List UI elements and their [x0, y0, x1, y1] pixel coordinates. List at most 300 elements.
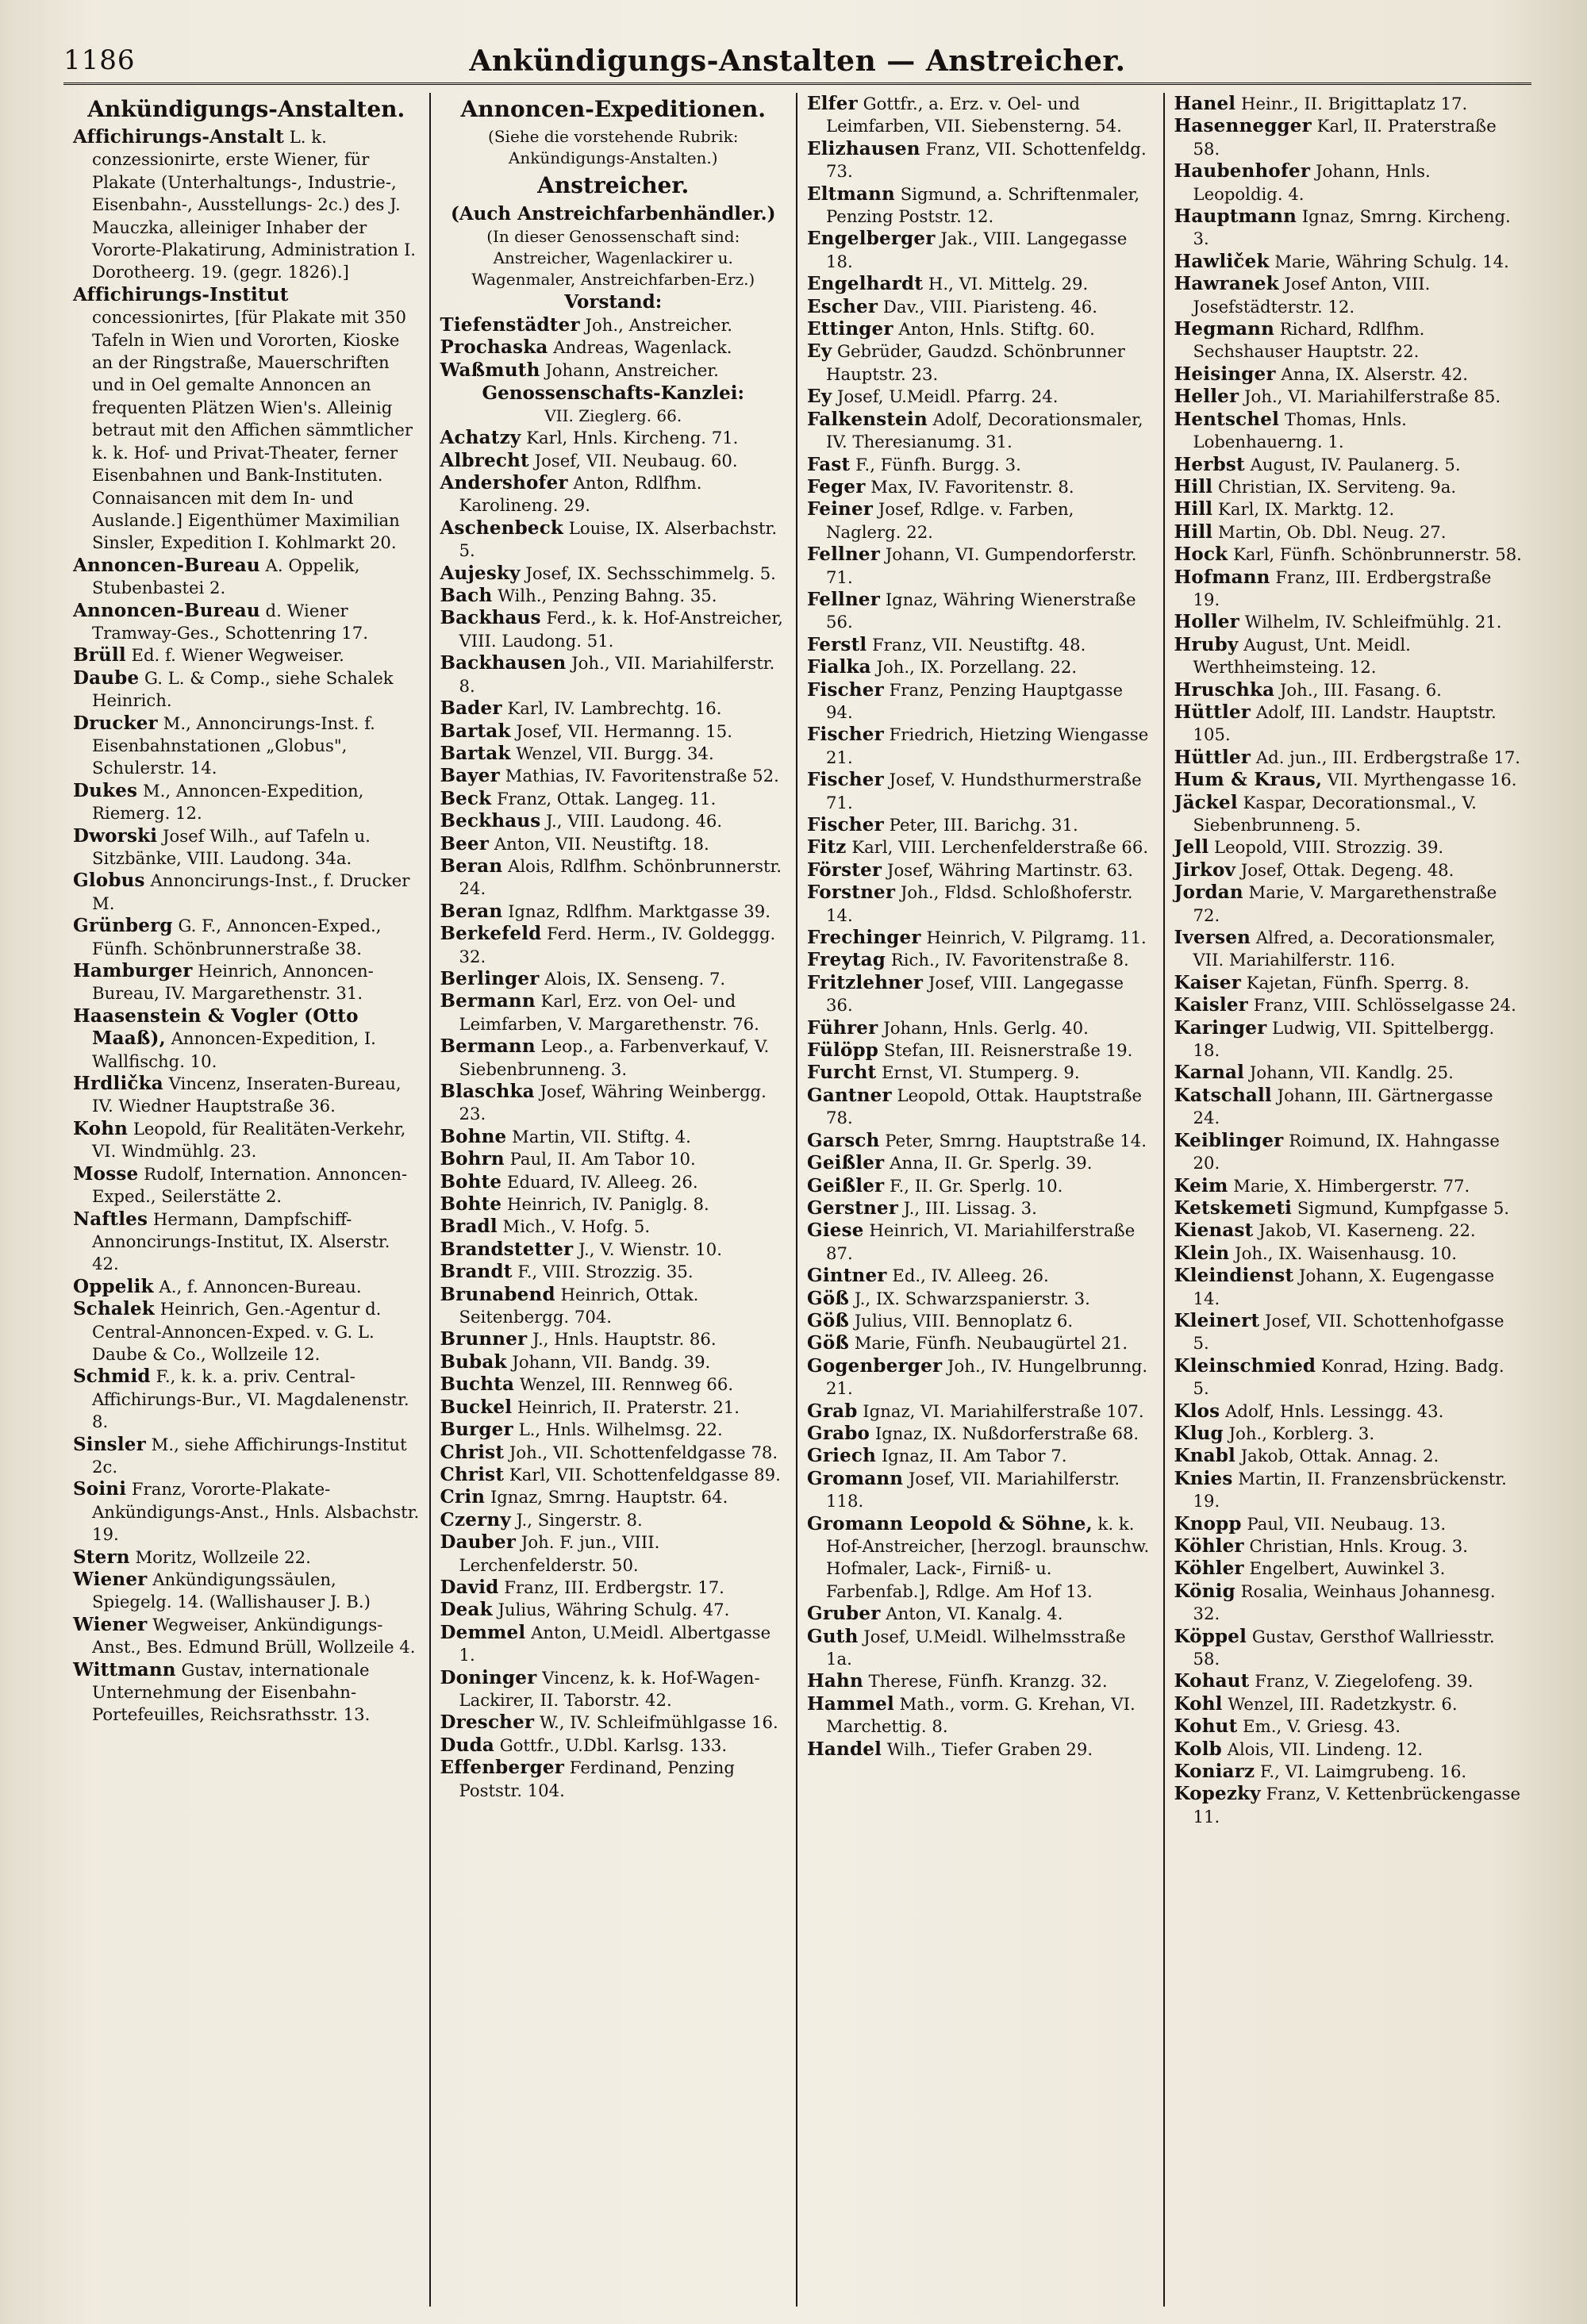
- entry-detail: Kaspar, Decorationsmal., V. Siebenbrunneng. 5.: [1193, 792, 1477, 835]
- entry-detail: Kajetan, Fünfh. Sperrg. 8.: [1246, 972, 1470, 993]
- directory-entry: [440, 1373, 787, 1396]
- directory-entry: [73, 1276, 420, 1298]
- directory-entry: [807, 1670, 1154, 1692]
- entry-detail: Wenzel, III. Rennweg 66.: [519, 1374, 734, 1395]
- entry-name: Hamburger: [73, 960, 193, 982]
- entry-detail: Franz, VIII. Schlösselgasse 24.: [1253, 995, 1516, 1016]
- entry-detail: L., Hnls. Wilhelmsg. 22.: [518, 1419, 723, 1440]
- entry-name: Furcht: [807, 1062, 877, 1084]
- entry-detail: H., VI. Mittelg. 29.: [928, 274, 1089, 294]
- entry-name: Naftles: [73, 1208, 148, 1230]
- entry-detail: Sigmund, Kumpfgasse 5.: [1297, 1197, 1510, 1218]
- directory-entry: [440, 1328, 787, 1350]
- entry-detail: Marie, V. Margarethenstraße 72.: [1193, 882, 1497, 925]
- entry-detail: Rich., IV. Favoritenstraße 8.: [890, 950, 1129, 970]
- directory-entry: [1174, 160, 1523, 206]
- directory-entry: [1174, 454, 1523, 476]
- entry-detail: Franz, VII. Neustiftg. 48.: [872, 634, 1086, 655]
- entry-name: Brunabend: [440, 1283, 555, 1305]
- directory-entry: [440, 720, 787, 743]
- entry-detail: Ignaz, VI. Mariahilferstraße 107.: [863, 1400, 1144, 1421]
- entry-detail: Ignaz, Rdlfhm. Marktgasse 39.: [508, 901, 770, 921]
- entry-name: Schmid: [73, 1366, 151, 1388]
- directory-entry: [1174, 1085, 1523, 1130]
- directory-entry: [440, 1486, 787, 1508]
- entry-name: Engelhardt: [807, 273, 924, 295]
- directory-entry: [440, 314, 787, 336]
- entry-name: Bartak: [440, 720, 511, 742]
- entry-name: Geißler: [807, 1152, 885, 1174]
- directory-entry: [1174, 1197, 1523, 1220]
- directory-entry: [807, 679, 1154, 724]
- directory-entry: [440, 585, 787, 607]
- entry-detail: Joh., VII. Schottenfeldgasse 78.: [509, 1442, 778, 1462]
- directory-entry: [807, 318, 1154, 340]
- directory-entry: [73, 1298, 420, 1366]
- entry-detail: J., III. Lissag. 3.: [903, 1197, 1037, 1218]
- entry-detail: Karl, IV. Lambrechtg. 16.: [507, 698, 722, 719]
- entry-detail: Stefan, III. Reisnerstraße 19.: [883, 1040, 1133, 1061]
- entry-name: Iversen: [1174, 927, 1251, 949]
- directory-entry: [1174, 1558, 1523, 1580]
- directory-entry: [1174, 251, 1523, 273]
- entry-detail: Heinr., II. Brigittaplatz 17.: [1240, 94, 1468, 113]
- directory-entry: [440, 1419, 787, 1441]
- entry-name: Katschall: [1174, 1084, 1272, 1106]
- entry-name: Grabo: [807, 1422, 870, 1444]
- entry-name: Hum & Kraus,: [1174, 769, 1323, 791]
- entry-name: Giese: [807, 1220, 864, 1242]
- entry-detail: Joh., VI. Mariahilferstraße 85.: [1244, 386, 1501, 407]
- entry-name: Globus: [73, 870, 145, 892]
- entry-name: Gruber: [807, 1603, 881, 1625]
- entry-name: Hawranek: [1174, 273, 1279, 295]
- entry-name: Hüttler: [1174, 701, 1251, 723]
- directory-entry: [807, 1332, 1154, 1354]
- entry-detail: Peter, Smrng. Hauptstraße 14.: [885, 1130, 1147, 1150]
- entry-name: Jirkov: [1174, 859, 1236, 881]
- entry-name: Wiener: [73, 1613, 148, 1635]
- entry-detail: Heinrich, Gen.-Agentur d. Central-Annoncen-Exped. v. G. L. Daube & Co., Wollzeile 12.: [92, 1299, 382, 1364]
- directory-entry: [440, 1216, 787, 1238]
- entry-detail: Ignaz, Smrng. Kircheng. 3.: [1193, 206, 1511, 249]
- directory-entry: [807, 949, 1154, 971]
- entry-name: Tiefenstädter: [440, 314, 580, 336]
- entry-name: Beck: [440, 787, 492, 809]
- entry-detail: Roimund, IX. Hahngasse 20.: [1193, 1130, 1500, 1174]
- entry-name: Elizhausen: [807, 137, 920, 159]
- entry-detail: Ignaz, Smrng. Hauptstr. 64.: [490, 1487, 728, 1508]
- entry-detail: Josef Anton, VIII. Josefstädterstr. 12.: [1193, 274, 1431, 317]
- directory-entry: [73, 1208, 420, 1276]
- entry-detail: M., Annoncirungs-Inst. f. Eisenbahnstationen „Globus", Schulerstr. 14.: [92, 713, 375, 778]
- directory-entry: [1174, 1738, 1523, 1761]
- entry-detail: Ignaz, IX. Nußdorferstraße 68.: [874, 1423, 1139, 1443]
- entry-name: Kopezky: [1174, 1783, 1261, 1805]
- directory-entry: [440, 1531, 787, 1577]
- entry-name: Andershofer: [440, 472, 568, 494]
- directory-entry: [807, 340, 1154, 386]
- entry-name: Köppel: [1174, 1625, 1247, 1647]
- directory-entry: [1174, 544, 1523, 566]
- directory-entry: [440, 1711, 787, 1734]
- entry-name: Köhler: [1174, 1535, 1244, 1557]
- directory-entry: [1174, 1513, 1523, 1535]
- directory-entry: [1174, 1243, 1523, 1265]
- entry-name: Klos: [1174, 1400, 1220, 1422]
- entry-detail: A., f. Annoncen-Bureau.: [159, 1276, 362, 1296]
- entry-name: Waßmuth: [440, 359, 540, 381]
- entry-name: Christ: [440, 1441, 505, 1463]
- entry-detail: Josef, U.Meidl. Pfarrg. 24.: [837, 386, 1059, 407]
- directory-entry: [73, 667, 420, 713]
- entry-detail: F., k. k. a. priv. Central-Affichirungs-Bur., VI. Magdalenenstr. 8.: [92, 1366, 409, 1432]
- directory-entry: [1174, 769, 1523, 791]
- directory-entry: [73, 960, 420, 1005]
- directory-entry: [1174, 409, 1523, 454]
- entry-detail: Jakob, VI. Kaserneng. 22.: [1258, 1220, 1476, 1241]
- entry-detail: Friedrich, Hietzing Wiengasse 21.: [826, 724, 1149, 767]
- entry-detail: Karl, IX. Marktg. 12.: [1218, 499, 1395, 520]
- entry-name: Hawliček: [1174, 250, 1270, 272]
- entry-name: Elfer: [807, 93, 858, 114]
- entry-name: Gogenberger: [807, 1354, 943, 1377]
- directory-entry: [1174, 1400, 1523, 1423]
- directory-entry: [440, 1193, 787, 1216]
- directory-entry: [73, 1118, 420, 1163]
- entry-name: Kolb: [1174, 1738, 1222, 1760]
- entry-name: Engelberger: [807, 228, 936, 250]
- entry-detail: Ad. jun., III. Erdbergstraße 17.: [1255, 747, 1521, 767]
- directory-entry: [440, 743, 787, 765]
- entry-detail: Josef, VII. Hermanng. 15.: [516, 720, 732, 741]
- entry-detail: Joh., Anstreicher.: [585, 315, 732, 335]
- entry-name: Kaisler: [1174, 994, 1248, 1016]
- directory-entry: [807, 1310, 1154, 1332]
- directory-entry: [440, 517, 787, 563]
- entry-name: Christ: [440, 1463, 505, 1485]
- directory-entry: [807, 882, 1154, 927]
- entry-name: Demmel: [440, 1621, 526, 1643]
- entry-detail: Jak., VIII. Langegasse 18.: [826, 229, 1128, 271]
- entry-name: Göß: [807, 1287, 850, 1309]
- directory-entry: [1174, 273, 1523, 318]
- directory-entry: [1174, 836, 1523, 859]
- directory-entry: [440, 1396, 787, 1419]
- directory-entry: [1174, 93, 1523, 115]
- directory-entry: [440, 1599, 787, 1621]
- entry-detail: Anton, Rdlfhm. Karolineng. 29.: [459, 473, 702, 516]
- section-note: (In dieser Genossenschaft sind: Anstreicher, Wagenlackirer u. Wagenmaler, Anstreichfarben-Erz.): [471, 227, 755, 289]
- entry-detail: M., siehe Affichirungs-Institut 2c.: [92, 1434, 407, 1477]
- entry-detail: Anna, IX. Alserstr. 42.: [1281, 363, 1468, 384]
- directory-entry: [73, 1569, 420, 1614]
- entry-detail: Ed. f. Wiener Wegweiser.: [131, 645, 344, 666]
- directory-entry: [440, 1667, 787, 1712]
- entry-detail: Annoncen-Expedition, I. Wallfischg. 10.: [92, 1028, 376, 1071]
- entry-name: Blaschka: [440, 1081, 535, 1102]
- entry-name: Buchta: [440, 1373, 515, 1396]
- entry-name: Backhausen: [440, 652, 567, 674]
- entry-detail: Anton, U.Meidl. Albertgasse 1.: [459, 1622, 771, 1665]
- entry-name: Hruschka: [1174, 678, 1275, 701]
- directory-entry: [807, 859, 1154, 882]
- entry-name: Bradl: [440, 1216, 498, 1238]
- entry-detail: Em., V. Griesg. 43.: [1243, 1716, 1401, 1737]
- entry-detail: Wegweiser, Ankündigungs-Anst., Bes. Edmund Brüll, Wollzeile 4.: [92, 1614, 416, 1658]
- entry-detail: Ernst, VI. Stumperg. 9.: [882, 1062, 1080, 1083]
- directory-entry: [1174, 1715, 1523, 1738]
- entry-detail: Hermann, Dampfschiff-Annoncirungs-Institut, IX. Alserstr. 42.: [92, 1208, 390, 1274]
- entry-detail: VII. Myrthengasse 16.: [1327, 770, 1517, 790]
- entry-detail: Franz, V. Kettenbrückengasse 11.: [1193, 1784, 1521, 1827]
- directory-entry: [440, 765, 787, 787]
- entry-name: Knopp: [1174, 1512, 1242, 1535]
- entry-name: Hauptmann: [1174, 206, 1297, 228]
- entry-name: Bohrn: [440, 1148, 505, 1170]
- entry-name: Hofmann: [1174, 566, 1270, 588]
- entry-name: Grünberg: [73, 915, 173, 937]
- entry-detail: Thomas, Hnls. Lobenhauerng. 1.: [1193, 409, 1407, 452]
- entry-detail: Franz, III. Erdbergstraße 19.: [1193, 567, 1492, 609]
- directory-entry: [440, 472, 787, 517]
- entry-detail: Julius, Währing Schulg. 47.: [498, 1600, 730, 1620]
- entry-name: Hüttler: [1174, 746, 1251, 768]
- running-title: Ankündigungs-Anstalten — Anstreicher.: [469, 44, 1126, 78]
- entry-name: Drucker: [73, 712, 158, 734]
- directory-entry: [807, 1468, 1154, 1513]
- entry-detail: Adolf, III. Landstr. Hauptstr. 105.: [1193, 701, 1497, 745]
- entry-detail: Johann, VII. Bandg. 39.: [512, 1351, 711, 1372]
- entry-detail: Josef, Währing Martinstr. 63.: [887, 859, 1134, 880]
- directory-entry: [73, 284, 420, 555]
- entry-name: Gromann: [807, 1467, 904, 1489]
- entry-detail: Karl, Fünfh. Schönbrunnerstr. 58.: [1233, 544, 1522, 565]
- entry-detail: F., VI. Laimgrubeng. 16.: [1260, 1761, 1467, 1782]
- directory-entry: [1174, 498, 1523, 520]
- directory-entry: [1174, 792, 1523, 837]
- directory-entry: [807, 814, 1154, 836]
- directory-entry: [1174, 567, 1523, 612]
- directory-entry: [807, 634, 1154, 656]
- section-heading: Annoncen-Expeditionen.: [460, 96, 766, 122]
- entry-name: Achatzy: [440, 427, 521, 449]
- directory-entry: [1174, 1468, 1523, 1513]
- entry-detail: J., Singerstr. 8.: [516, 1509, 643, 1530]
- entry-name: Bohne: [440, 1125, 507, 1147]
- directory-entry: [440, 1757, 787, 1802]
- entry-name: Förster: [807, 859, 882, 881]
- entry-detail: Moritz, Wollzeile 22.: [135, 1546, 311, 1567]
- directory-entry: [440, 1148, 787, 1170]
- directory-entry: [440, 563, 787, 585]
- entry-detail: Mathias, IV. Favoritenstraße 52.: [505, 766, 779, 786]
- directory-entry: [440, 788, 787, 810]
- entry-detail: Leopold, Ottak. Hauptstraße 78.: [826, 1085, 1143, 1128]
- entry-name: Kleinschmied: [1174, 1354, 1316, 1377]
- directory-entry: [440, 450, 787, 472]
- entry-name: Garsch: [807, 1129, 880, 1151]
- directory-entry: [807, 836, 1154, 859]
- entry-name: Beer: [440, 832, 490, 855]
- entry-detail: Vincenz, Inseraten-Bureau, IV. Wiedner Hauptstraße 36.: [92, 1074, 402, 1116]
- entry-detail: Gottfr., a. Erz. v. Oel- und Leimfarben, VII. Siebensterng. 54.: [826, 94, 1122, 136]
- directory-entry: [807, 1197, 1154, 1220]
- entry-name: Sinsler: [73, 1433, 146, 1455]
- entry-detail: Engelbert, Auwinkel 3.: [1249, 1558, 1446, 1579]
- entry-name: Czerny: [440, 1508, 511, 1531]
- directory-entry: [1174, 1626, 1523, 1671]
- directory-entry: [73, 915, 420, 960]
- entry-name: Göß: [807, 1332, 850, 1354]
- directory-entry: [1174, 927, 1523, 972]
- entry-detail: Eduard, IV. Alleeg. 26.: [507, 1171, 698, 1192]
- entry-name: Führer: [807, 1016, 878, 1039]
- directory-entry: [807, 476, 1154, 498]
- directory-entry: [440, 990, 787, 1035]
- directory-entry: [807, 273, 1154, 295]
- directory-entry: [1174, 747, 1523, 769]
- entry-detail: G. F., Annoncen-Exped., Fünfh. Schönbrunnerstraße 38.: [92, 916, 382, 958]
- entry-name: Mosse: [73, 1162, 139, 1185]
- directory-entry: [1174, 882, 1523, 927]
- entry-detail: Leop., a. Farbenverkauf, V. Siebenbrunneng. 3.: [459, 1036, 770, 1079]
- entry-detail: Heinrich, Ottak. Seitenbergg. 704.: [459, 1284, 699, 1327]
- entry-name: Dauber: [440, 1531, 517, 1554]
- directory-entry: [73, 780, 420, 825]
- entry-detail: Josef, VII. Schottenhofgasse 5.: [1193, 1310, 1504, 1354]
- entry-name: Gantner: [807, 1084, 892, 1106]
- entry-detail: Alfred, a. Decorationsmaler, VII. Mariahilferstr. 116.: [1193, 928, 1496, 970]
- directory-entry: [440, 1464, 787, 1486]
- entry-detail: Franz, III. Erdbergstr. 17.: [504, 1577, 724, 1597]
- directory-entry: [807, 1130, 1154, 1152]
- directory-entry: [73, 600, 420, 645]
- directory-entry: [440, 923, 787, 968]
- directory-entry: [440, 359, 787, 382]
- entry-name: Hammel: [807, 1692, 894, 1715]
- directory-entry: [73, 870, 420, 915]
- entry-detail: Leopold, VIII. Strozzig. 39.: [1214, 837, 1444, 858]
- directory-entry: [73, 1366, 420, 1433]
- entry-name: Wittmann: [73, 1658, 176, 1681]
- entry-name: Klein: [1174, 1242, 1230, 1264]
- entry-detail: Adolf, Hnls. Lessingg. 43.: [1225, 1400, 1444, 1421]
- entry-name: Dworski: [73, 824, 158, 847]
- entry-detail: Josef, VII. Mariahilferstr. 118.: [826, 1468, 1120, 1512]
- entry-detail: Ignaz, II. Am Tabor 7.: [881, 1446, 1067, 1466]
- entry-name: Jäckel: [1174, 791, 1238, 813]
- entry-name: Knabl: [1174, 1445, 1235, 1467]
- entry-name: Grab: [807, 1400, 858, 1422]
- entry-name: Griech: [807, 1445, 877, 1467]
- entry-name: Burger: [440, 1419, 513, 1441]
- entry-name: Göß: [807, 1309, 850, 1331]
- section-heading: Ankündigungs-Anstalten.: [87, 96, 405, 122]
- entry-name: Knies: [1174, 1467, 1233, 1489]
- entry-detail: Peter, III. Barichg. 31.: [889, 815, 1078, 835]
- entry-name: Falkenstein: [807, 408, 928, 430]
- entry-name: Haubenhofer: [1174, 160, 1311, 182]
- entry-detail: Franz, V. Ziegelofeng. 39.: [1255, 1671, 1474, 1692]
- entry-name: Bach: [440, 585, 493, 607]
- entry-name: Stern: [73, 1546, 130, 1568]
- entry-detail: Annoncirungs-Inst., f. Drucker M.: [92, 870, 410, 913]
- entry-detail: J., VIII. Laudong. 46.: [546, 811, 723, 832]
- entry-name: Gerstner: [807, 1197, 899, 1219]
- entry-detail: Mich., V. Hofg. 5.: [502, 1216, 651, 1237]
- directory-entry: [807, 972, 1154, 1017]
- entry-name: Wiener: [73, 1569, 148, 1590]
- entry-detail: F., VIII. Strozzig. 35.: [517, 1262, 694, 1282]
- entry-detail: Dav., VIII. Piaristeng. 46.: [882, 296, 1097, 317]
- entry-name: Jordan: [1174, 882, 1243, 904]
- entry-name: Keiblinger: [1174, 1129, 1284, 1151]
- entry-detail: Gebrüder, Gaudzd. Schönbrunner Hauptstr. 23.: [826, 341, 1125, 384]
- directory-entry: [1174, 1693, 1523, 1715]
- entry-detail: Josef, VII. Neubaug. 60.: [534, 450, 738, 471]
- entry-detail: Rosalia, Weinhaus Johannesg. 32.: [1193, 1581, 1496, 1624]
- entry-name: Fischer: [807, 769, 884, 791]
- entry-name: Kohl: [1174, 1692, 1223, 1715]
- entry-name: Geißler: [807, 1174, 885, 1197]
- directory-entry: [1174, 206, 1523, 251]
- entry-name: König: [1174, 1580, 1235, 1602]
- directory-entry: [440, 810, 787, 832]
- entry-name: Keim: [1174, 1174, 1228, 1197]
- entry-detail: Johann, X. Eugengasse 14.: [1193, 1266, 1495, 1308]
- entry-name: Crin: [440, 1486, 486, 1508]
- entry-name: Doninger: [440, 1666, 537, 1688]
- entry-name: Gintner: [807, 1265, 887, 1287]
- entry-detail: J., IX. Schwarzspanierstr. 3.: [854, 1288, 1090, 1308]
- entry-name: Kienast: [1174, 1220, 1254, 1242]
- entry-name: Bohte: [440, 1170, 502, 1193]
- entry-name: Brandt: [440, 1261, 513, 1283]
- directory-entry: [1174, 1310, 1523, 1355]
- column-2: [431, 93, 798, 2307]
- entry-detail: Louise, IX. Alserbachstr. 5.: [459, 517, 778, 561]
- directory-entry: [807, 1175, 1154, 1197]
- entry-detail: Gustav, Gersthof Wallriesstr. 58.: [1193, 1626, 1495, 1669]
- entry-name: Hanel: [1174, 93, 1236, 114]
- directory-entry: [1174, 972, 1523, 994]
- page-number: 1186: [63, 44, 136, 76]
- entry-detail: Ferd. Herm., IV. Goldeggg. 32.: [459, 924, 776, 966]
- directory-entry: [807, 454, 1154, 476]
- entry-name: Feger: [807, 475, 866, 497]
- directory-entry: [807, 1355, 1154, 1400]
- entry-detail: Joh., IX. Waisenhausg. 10.: [1235, 1243, 1458, 1263]
- directory-entry: [440, 336, 787, 359]
- entry-name: Ey: [807, 386, 832, 408]
- directory-entry: [440, 1284, 787, 1329]
- entry-name: Berkefeld: [440, 923, 542, 945]
- entry-name: Affichirungs-Institut: [73, 283, 289, 305]
- entry-detail: Karl, VII. Schottenfeldgasse 89.: [509, 1464, 781, 1485]
- entry-detail: W., IV. Schleifmühlgasse 16.: [539, 1712, 778, 1733]
- entry-name: Schalek: [73, 1298, 155, 1320]
- directory-entry: [73, 1073, 420, 1118]
- entry-name: Fitz: [807, 836, 847, 859]
- entry-name: Kohaut: [1174, 1670, 1250, 1692]
- entry-name: Beckhaus: [440, 810, 541, 832]
- entry-detail: Joh., III. Fasang. 6.: [1279, 679, 1442, 700]
- entry-detail: Math., vorm. G. Krehan, VI. Marchettig. 8.: [826, 1693, 1135, 1737]
- entry-name: Ketskemeti: [1174, 1197, 1293, 1219]
- column-3: [797, 93, 1165, 2307]
- directory-entry: [807, 656, 1154, 678]
